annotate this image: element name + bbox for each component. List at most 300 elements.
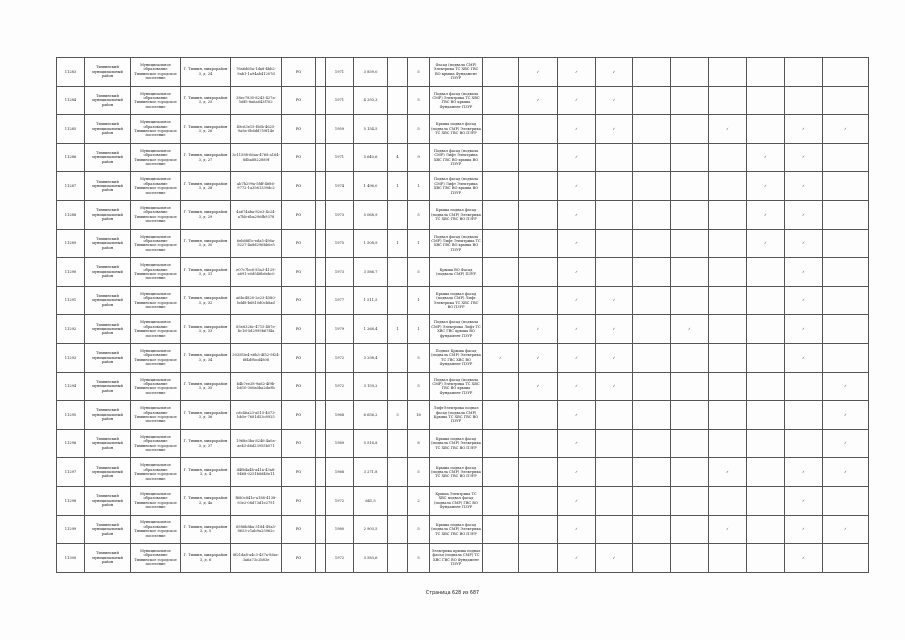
empty-cell xyxy=(596,200,633,229)
address-cell: Г. Тихвин, микрорайон 3, д. 33 xyxy=(181,315,231,344)
check-icon: ✓ xyxy=(558,486,596,515)
empty-cell xyxy=(747,258,785,287)
row-number: 11291 xyxy=(57,286,85,315)
check-icon: ✓ xyxy=(785,115,823,144)
check-icon: ✓ xyxy=(519,58,558,87)
count-cell: 5 xyxy=(408,86,430,115)
empty-cell xyxy=(633,343,671,372)
fund-form-cell: РО xyxy=(282,486,316,515)
year-cell: 1968 xyxy=(326,458,354,487)
count-cell: 8 xyxy=(408,429,430,458)
works-cell: Крыша Электрика ТС ХВС подвал фасад (подвала СМР) ГВС ВО Фундамент ПЗУР xyxy=(430,486,483,515)
count-cell: 5 xyxy=(408,200,430,229)
empty-cell xyxy=(519,172,558,201)
year-cell: 1977 xyxy=(326,286,354,315)
empty-cell xyxy=(316,286,326,315)
check-icon: ✓ xyxy=(785,258,823,287)
empty-cell xyxy=(316,372,326,401)
empty-cell xyxy=(519,115,558,144)
empty-cell xyxy=(519,486,558,515)
guid-cell: 3c11588-66aa-4768-a164-8dba8822889f xyxy=(231,143,282,172)
table-row xyxy=(57,401,869,430)
empty-cell xyxy=(823,229,869,258)
address-cell: Г. Тихвин, микрорайон 3, д. 34 xyxy=(181,343,231,372)
empty-cell xyxy=(633,401,671,430)
empty-cell xyxy=(709,486,747,515)
check-icon: ✓ xyxy=(747,143,785,172)
address-cell: Г. Тихвин, микрорайон 3, д. 25 xyxy=(181,86,231,115)
empty-cell xyxy=(747,315,785,344)
count-cell: 16 xyxy=(408,401,430,430)
table-row xyxy=(57,200,869,229)
municipality-cell: Тихвинский муниципальный район xyxy=(85,515,131,544)
table-row xyxy=(57,258,869,287)
area-cell: 3 271,8 xyxy=(354,458,388,487)
address-cell: Г. Тихвин, микрорайон 3, д. 36 xyxy=(181,401,231,430)
empty-cell xyxy=(316,486,326,515)
guid-cell: f680c841e-a188-4138-93e2-08d73d1e2791 xyxy=(231,486,282,515)
works-cell: Подвал фасад (подвала СМР) Лифт Электрика ХВС ГВС ВО крыша ВО ПЗУР xyxy=(430,143,483,172)
count-cell: 5 xyxy=(408,58,430,87)
row-number: 11284 xyxy=(57,86,85,115)
count-cell: 5 xyxy=(408,544,430,573)
check-icon: ✓ xyxy=(558,286,596,315)
owner-cell: Муниципальное образование Тихвинское городское поселение xyxy=(131,172,181,201)
guid-cell: b4b7ee28-9a62-4f9b-b610-306a0ba2da9b xyxy=(231,372,282,401)
empty-cell xyxy=(519,286,558,315)
owner-cell: Муниципальное образование Тихвинское городское поселение xyxy=(131,515,181,544)
year-cell: 1972 xyxy=(326,343,354,372)
municipality-cell: Тихвинский муниципальный район xyxy=(85,544,131,573)
empty-cell xyxy=(519,200,558,229)
empty-cell xyxy=(747,515,785,544)
row-number: 11288 xyxy=(57,200,85,229)
check-icon: ✓ xyxy=(596,315,633,344)
owner-cell: Муниципальное образование Тихвинское городское поселение xyxy=(131,86,181,115)
empty-cell xyxy=(671,544,709,573)
empty-cell xyxy=(709,258,747,287)
check-icon: ✓ xyxy=(558,458,596,487)
owner-cell: Муниципальное образование Тихвинское городское поселение xyxy=(131,401,181,430)
empty-cell xyxy=(316,515,326,544)
address-cell: Г. Тихвин, микрорайон 3, д. 28 xyxy=(181,172,231,201)
municipality-cell: Тихвинский муниципальный район xyxy=(85,458,131,487)
municipality-cell: Тихвинский муниципальный район xyxy=(85,286,131,315)
fund-form-cell: РО xyxy=(282,343,316,372)
table-row xyxy=(57,58,869,87)
check-icon: ✓ xyxy=(558,172,596,201)
area-cell: 3 859,0 xyxy=(354,58,388,87)
year-cell: 1971 xyxy=(326,58,354,87)
empty-cell xyxy=(483,515,519,544)
check-icon: ✓ xyxy=(596,86,633,115)
fund-form-cell: РО xyxy=(282,401,316,430)
year-cell: 1972 xyxy=(326,372,354,401)
empty-cell xyxy=(596,172,633,201)
empty-cell xyxy=(316,343,326,372)
row-number: 11289 xyxy=(57,229,85,258)
empty-cell xyxy=(633,486,671,515)
count-cell: 5 xyxy=(408,458,430,487)
empty-cell xyxy=(596,143,633,172)
empty-cell xyxy=(747,486,785,515)
works-cell: Крыша подвал фасад (подвала СМР) Электрика ТС ХВС ГВС ВО ПЗУР xyxy=(430,115,483,144)
empty-cell xyxy=(785,58,823,87)
check-icon: ✓ xyxy=(558,343,596,372)
row-number: 11296 xyxy=(57,429,85,458)
area-cell: 3 586,7 xyxy=(354,258,388,287)
address-cell: Г. Тихвин, микрорайон 3, д. 4 xyxy=(181,458,231,487)
year-cell: 1980 xyxy=(326,515,354,544)
check-icon: ✓ xyxy=(785,343,823,372)
count-cell xyxy=(388,429,408,458)
repair-table xyxy=(56,57,869,573)
count-cell: 1 xyxy=(408,229,430,258)
year-cell: 1973 xyxy=(326,200,354,229)
guid-cell: 76a6d65a-1da8-4bb2-9ab1-1a94ab41207d xyxy=(231,58,282,87)
empty-cell xyxy=(709,429,747,458)
empty-cell xyxy=(316,143,326,172)
empty-cell xyxy=(596,515,633,544)
area-cell: 2 903,5 xyxy=(354,515,388,544)
guid-cell: 38ec7835-8243-427a-b6f5-8a6a643f762 xyxy=(231,86,282,115)
year-cell: 1971 xyxy=(326,86,354,115)
empty-cell xyxy=(483,143,519,172)
municipality-cell: Тихвинский муниципальный район xyxy=(85,58,131,87)
address-cell: Г. Тихвин, микрорайон 3, д. 5 xyxy=(181,515,231,544)
check-icon: ✓ xyxy=(519,372,558,401)
empty-cell xyxy=(483,229,519,258)
year-cell: 1971 xyxy=(326,143,354,172)
empty-cell xyxy=(519,258,558,287)
year-cell: 1959 xyxy=(326,115,354,144)
empty-cell xyxy=(633,229,671,258)
empty-cell xyxy=(671,458,709,487)
empty-cell xyxy=(519,143,558,172)
address-cell: Г. Тихвин, микрорайон 3, д. 24 xyxy=(181,58,231,87)
address-cell: Г. Тихвин, микрорайон 3, д. 31 xyxy=(181,258,231,287)
guid-cell: d4fb4a4b-a41a-43a8-9468-0251b8d40e11 xyxy=(231,458,282,487)
owner-cell: Муниципальное образование Тихвинское городское поселение xyxy=(131,544,181,573)
check-icon: ✓ xyxy=(596,115,633,144)
check-icon: ✓ xyxy=(558,401,596,430)
empty-cell xyxy=(709,58,747,87)
check-icon: ✓ xyxy=(671,315,709,344)
fund-form-cell: РО xyxy=(282,258,316,287)
empty-cell xyxy=(633,115,671,144)
check-icon: ✓ xyxy=(596,544,633,573)
guid-cell: 4a674aba-82e3-4c24-a7bb-6ba296fb9378 xyxy=(231,200,282,229)
empty-cell xyxy=(671,229,709,258)
works-cell: Крыша подвал фасад (подвала СМР) Электрика ТС ХВС ГВС ВО ПЗУР xyxy=(430,458,483,487)
empty-cell xyxy=(483,372,519,401)
count-cell xyxy=(388,86,408,115)
year-cell: 1968 xyxy=(326,401,354,430)
municipality-cell: Тихвинский муниципальный район xyxy=(85,258,131,287)
table-row xyxy=(57,515,869,544)
guid-cell: a6bc4820-2e23-4580-bdd8-b6810d0cb8ad xyxy=(231,286,282,315)
empty-cell xyxy=(316,429,326,458)
owner-cell: Муниципальное образование Тихвинское городское поселение xyxy=(131,115,181,144)
guid-cell: 6986b8ba-3184-49a5-8653-c1ab9a25962c xyxy=(231,515,282,544)
fund-form-cell: РО xyxy=(282,172,316,201)
fund-form-cell: РО xyxy=(282,286,316,315)
owner-cell: Муниципальное образование Тихвинское городское поселение xyxy=(131,458,181,487)
works-cell: Подвал фасад (подвала СМР) Электрика Лифт ТС ХВС ГВС крыша ВО фундамент ПЗУР xyxy=(430,315,483,344)
table-row xyxy=(57,143,869,172)
empty-cell xyxy=(823,143,869,172)
guid-cell: 3035f3e4-e6b3-4f52-9f24-6f4d9bcd4808 xyxy=(231,343,282,372)
owner-cell: Муниципальное образование Тихвинское городское поселение xyxy=(131,58,181,87)
count-cell xyxy=(388,286,408,315)
empty-cell xyxy=(483,401,519,430)
count-cell xyxy=(388,58,408,87)
empty-cell xyxy=(671,258,709,287)
empty-cell xyxy=(709,229,747,258)
empty-cell xyxy=(709,286,747,315)
empty-cell xyxy=(633,544,671,573)
empty-cell xyxy=(633,172,671,201)
empty-cell xyxy=(671,200,709,229)
empty-cell xyxy=(709,401,747,430)
empty-cell xyxy=(483,486,519,515)
works-cell: Подвал фасад (подвала СМР) Электрика ТС ХВС ГВС ВО крыша Фундамент ПЗУР xyxy=(430,372,483,401)
check-icon: ✓ xyxy=(558,143,596,172)
empty-cell xyxy=(483,86,519,115)
fund-form-cell: РО xyxy=(282,115,316,144)
table-row xyxy=(57,544,869,573)
row-number: 11292 xyxy=(57,315,85,344)
count-cell: 1 xyxy=(388,172,408,201)
works-cell: Крыша подвал фасад (подвала СМР) Лифт Электрика ТС ХВС ГВС ВО ПЗУР xyxy=(430,286,483,315)
works-cell: ЛифтЭлектрика подвал фасад (подвала СМР) Крыша ТС ХВС ГВС ВО ПЗУР xyxy=(430,401,483,430)
empty-cell xyxy=(785,372,823,401)
empty-cell xyxy=(709,200,747,229)
empty-cell xyxy=(633,286,671,315)
count-cell: 5 xyxy=(408,115,430,144)
address-cell: Г. Тихвин, микрорайон 3, д. 37 xyxy=(181,429,231,458)
empty-cell xyxy=(823,315,869,344)
empty-cell xyxy=(483,200,519,229)
area-cell: 3 583,6 xyxy=(354,544,388,573)
empty-cell xyxy=(709,343,747,372)
check-icon: ✓ xyxy=(558,58,596,87)
year-cell: 1974 xyxy=(326,172,354,201)
check-icon: ✓ xyxy=(785,200,823,229)
area-cell: 5 154,5 xyxy=(354,115,388,144)
empty-cell xyxy=(709,315,747,344)
area-cell: 5 516,8 xyxy=(354,429,388,458)
guid-cell: 49c63e15-f56b-4625-9a9a-0b6dd759f14e xyxy=(231,115,282,144)
fund-form-cell: РО xyxy=(282,372,316,401)
empty-cell xyxy=(633,315,671,344)
check-icon: ✓ xyxy=(558,429,596,458)
empty-cell xyxy=(671,58,709,87)
empty-cell xyxy=(633,258,671,287)
empty-cell xyxy=(316,115,326,144)
empty-cell xyxy=(823,86,869,115)
guid-cell: 6eb88f5c-eda5-498a-9227-4a8d296bb0e5 xyxy=(231,229,282,258)
empty-cell xyxy=(316,172,326,201)
count-cell xyxy=(388,515,408,544)
empty-cell xyxy=(316,86,326,115)
row-number: 11283 xyxy=(57,58,85,87)
fund-form-cell: РО xyxy=(282,86,316,115)
page-footer: Страница 628 из 687 xyxy=(425,591,480,596)
address-cell: Г. Тихвин, микрорайон 3, д. 26 xyxy=(181,115,231,144)
check-icon: ✓ xyxy=(785,486,823,515)
area-cell: 1 496,0 xyxy=(354,172,388,201)
count-cell: 5 xyxy=(408,372,430,401)
empty-cell xyxy=(633,58,671,87)
empty-cell xyxy=(709,143,747,172)
check-icon: ✓ xyxy=(747,200,785,229)
address-cell: Г. Тихвин, микрорайон 3, д. 6 xyxy=(181,544,231,573)
works-cell: Фасад (подвала СМР) Электрика ТС ХВС ГВС ВО крыша Фундамент ПЗУР xyxy=(430,58,483,87)
count-cell xyxy=(388,200,408,229)
empty-cell xyxy=(823,58,869,87)
check-icon: ✓ xyxy=(558,229,596,258)
empty-cell xyxy=(519,515,558,544)
count-cell xyxy=(388,258,408,287)
count-cell: 1 xyxy=(388,229,408,258)
area-cell: 1 268,4 xyxy=(354,315,388,344)
empty-cell xyxy=(316,200,326,229)
municipality-cell: Тихвинский муниципальный район xyxy=(85,372,131,401)
empty-cell xyxy=(633,200,671,229)
municipality-cell: Тихвинский муниципальный район xyxy=(85,401,131,430)
check-icon: ✓ xyxy=(785,286,823,315)
check-icon: ✓ xyxy=(709,515,747,544)
check-icon: ✓ xyxy=(823,515,869,544)
empty-cell xyxy=(747,429,785,458)
empty-cell xyxy=(596,458,633,487)
count-cell: 2 xyxy=(408,486,430,515)
works-cell: Крыша подвал фасад (подвала СМР) Электрика ТС ХВС ГВС ВО ПЗУР xyxy=(430,429,483,458)
empty-cell xyxy=(785,401,823,430)
table-row xyxy=(57,429,869,458)
works-cell: Крыша подвал фасад (подвала СМР) Электрика ТС ХВС ГВС ВО ПЗУР xyxy=(430,200,483,229)
owner-cell: Муниципальное образование Тихвинское городское поселение xyxy=(131,258,181,287)
empty-cell xyxy=(747,286,785,315)
check-icon: ✓ xyxy=(558,315,596,344)
check-icon: ✓ xyxy=(747,229,785,258)
empty-cell xyxy=(671,286,709,315)
empty-cell xyxy=(747,544,785,573)
count-cell xyxy=(388,115,408,144)
empty-cell xyxy=(519,458,558,487)
guid-cell: 8f21da8-a4c3-437a-86ac-3a6a73c2b83e xyxy=(231,544,282,573)
empty-cell xyxy=(671,115,709,144)
empty-cell xyxy=(823,486,869,515)
check-icon: ✓ xyxy=(558,372,596,401)
address-cell: Г. Тихвин, микрорайон 3, д. 35 xyxy=(181,372,231,401)
check-icon: ✓ xyxy=(558,115,596,144)
address-cell: Г. Тихвин, микрорайон 3, д. 27 xyxy=(181,143,231,172)
check-icon: ✓ xyxy=(596,286,633,315)
empty-cell xyxy=(747,458,785,487)
guid-cell: 85e8326c-4715-487e-bc1d-5d2999b67f4a xyxy=(231,315,282,344)
owner-cell: Муниципальное образование Тихвинское городское поселение xyxy=(131,143,181,172)
year-cell: 1972 xyxy=(326,486,354,515)
area-cell: 6 656,2 xyxy=(354,401,388,430)
fund-form-cell: РО xyxy=(282,544,316,573)
empty-cell xyxy=(519,429,558,458)
address-cell: Г. Тихвин, микрорайон 3, д. 30 xyxy=(181,229,231,258)
table-row xyxy=(57,315,869,344)
empty-cell xyxy=(633,429,671,458)
area-cell: 3 298,4 xyxy=(354,343,388,372)
check-icon: ✓ xyxy=(558,200,596,229)
fund-form-cell: РО xyxy=(282,200,316,229)
row-number: 11285 xyxy=(57,115,85,144)
count-cell: 9 xyxy=(408,143,430,172)
check-icon: ✓ xyxy=(785,458,823,487)
works-cell: Подвал фасад (подвала СМР) Электрика ТС ХВС ГВС ВО крыша Фундамент ПЗУР xyxy=(430,86,483,115)
check-icon: ✓ xyxy=(596,343,633,372)
owner-cell: Муниципальное образование Тихвинское городское поселение xyxy=(131,486,181,515)
address-cell: Г. Тихвин, микрорайон 3, д. 4а xyxy=(181,486,231,515)
table-row xyxy=(57,286,869,315)
count-cell: 5 xyxy=(408,515,430,544)
table-row xyxy=(57,486,869,515)
owner-cell: Муниципальное образование Тихвинское городское поселение xyxy=(131,200,181,229)
empty-cell xyxy=(316,544,326,573)
empty-cell xyxy=(483,115,519,144)
empty-cell xyxy=(316,258,326,287)
empty-cell xyxy=(671,86,709,115)
empty-cell xyxy=(519,401,558,430)
check-icon: ✓ xyxy=(823,401,869,430)
count-cell: 1 xyxy=(408,172,430,201)
empty-cell xyxy=(671,486,709,515)
empty-cell xyxy=(316,401,326,430)
works-cell: Подвал фасад (подвала СМР) Лифт Электрика ХВС ГВС ВО крыша ВО ПЗУР xyxy=(430,172,483,201)
row-number: 11295 xyxy=(57,401,85,430)
municipality-cell: Тихвинский муниципальный район xyxy=(85,172,131,201)
empty-cell xyxy=(671,372,709,401)
area-cell: 4 293,3 xyxy=(354,86,388,115)
area-cell: 5 068,9 xyxy=(354,200,388,229)
empty-cell xyxy=(747,115,785,144)
check-icon: ✓ xyxy=(785,515,823,544)
empty-cell xyxy=(671,343,709,372)
empty-cell xyxy=(316,315,326,344)
municipality-cell: Тихвинский муниципальный район xyxy=(85,429,131,458)
fund-form-cell: РО xyxy=(282,429,316,458)
row-number: 11293 xyxy=(57,343,85,372)
owner-cell: Муниципальное образование Тихвинское городское поселение xyxy=(131,229,181,258)
check-icon: ✓ xyxy=(785,172,823,201)
row-number: 11287 xyxy=(57,172,85,201)
empty-cell xyxy=(823,286,869,315)
municipality-cell: Тихвинский муниципальный район xyxy=(85,200,131,229)
count-cell: 5 xyxy=(408,258,430,287)
empty-cell xyxy=(633,458,671,487)
check-icon: ✓ xyxy=(519,343,558,372)
check-icon: ✓ xyxy=(519,86,558,115)
check-icon: ✓ xyxy=(558,86,596,115)
empty-cell xyxy=(596,258,633,287)
address-cell: Г. Тихвин, микрорайон 3, д. 29 xyxy=(181,200,231,229)
check-icon: ✓ xyxy=(558,515,596,544)
year-cell: 1972 xyxy=(326,544,354,573)
check-icon: ✓ xyxy=(483,343,519,372)
count-cell: 1 xyxy=(388,315,408,344)
empty-cell xyxy=(483,315,519,344)
empty-cell xyxy=(483,286,519,315)
table-body xyxy=(57,58,869,573)
